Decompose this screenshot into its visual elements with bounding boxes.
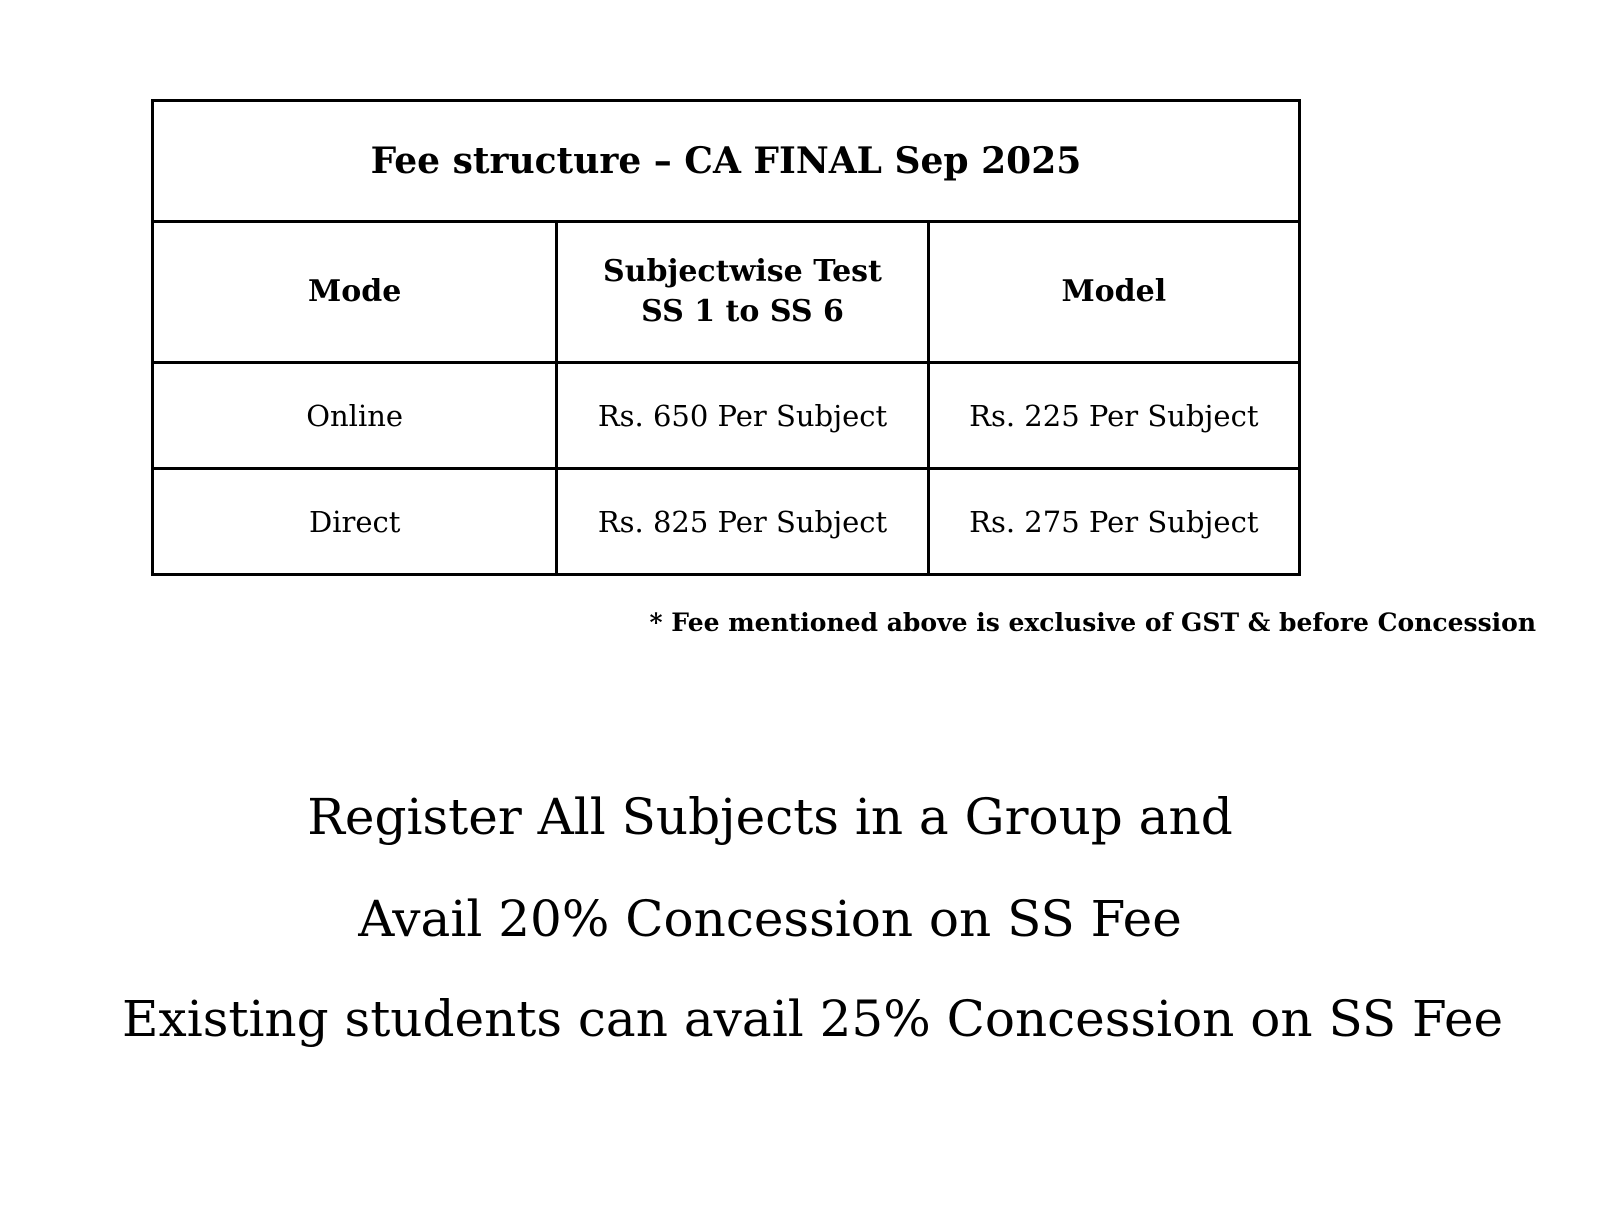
- fee-structure-table: [151, 99, 1301, 576]
- table-header-row: [153, 222, 1300, 363]
- cell-subjectwise-fee: Rs. 650 Per Subject: [557, 363, 928, 469]
- cell-model-fee: Rs. 275 Per Subject: [928, 469, 1299, 575]
- header-model: Model: [928, 222, 1299, 363]
- promo-line-concession: Avail 20% Concession on SS Fee: [358, 890, 1182, 948]
- table-row-online: [153, 363, 1300, 469]
- header-mode: Mode: [153, 222, 557, 363]
- promo-line-register: Register All Subjects in a Group and: [307, 788, 1233, 846]
- header-subjectwise-line1: Subjectwise Test: [603, 254, 882, 289]
- cell-model-fee: Rs. 225 Per Subject: [928, 363, 1299, 469]
- header-subjectwise-line2: SS 1 to SS 6: [641, 294, 844, 329]
- cell-mode: Direct: [153, 469, 557, 575]
- table-title: Fee structure – CA FINAL Sep 2025: [153, 101, 1300, 222]
- table-title-row: [153, 101, 1300, 222]
- promo-line-existing-students: Existing students can avail 25% Concession on SS Fee: [122, 990, 1504, 1048]
- fee-footnote: * Fee mentioned above is exclusive of GST & before Concession: [649, 608, 1536, 637]
- header-subjectwise-test: [557, 222, 928, 363]
- cell-subjectwise-fee: Rs. 825 Per Subject: [557, 469, 928, 575]
- table-row-direct: [153, 469, 1300, 575]
- cell-mode: Online: [153, 363, 557, 469]
